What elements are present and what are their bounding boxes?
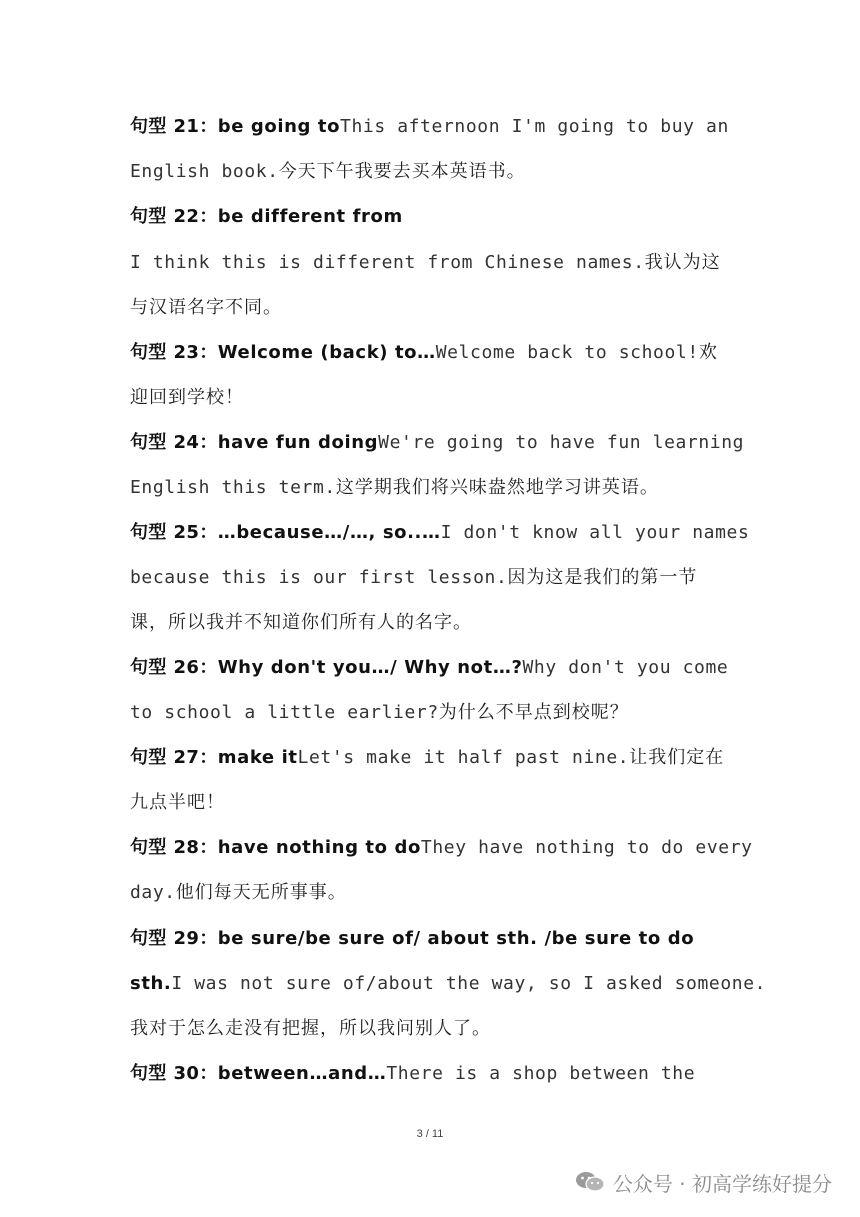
example-sentence: This afternoon I'm going to buy an: [340, 116, 729, 137]
pattern-29-line-1: [130, 926, 730, 952]
pattern-30-line-1: [130, 1061, 730, 1087]
chinese-translation: 课，所以我并不知道你们所有人的名字。: [130, 612, 472, 633]
pattern-26-line-1: [130, 655, 730, 681]
pattern-keyword: sth.: [130, 973, 172, 994]
chinese-translation: 因为这是我们的第一节: [507, 567, 698, 588]
pattern-keyword: be sure/be sure of/ about sth. /be sure to do: [217, 928, 695, 949]
example-sentence: English book.: [130, 161, 279, 182]
pattern-25-line-3: [130, 610, 730, 636]
pattern-26-line-2: [130, 700, 730, 726]
pattern-23-line-1: [130, 340, 730, 366]
example-sentence: There is a shop between the: [386, 1063, 696, 1084]
example-sentence: They have nothing to do every: [420, 837, 753, 858]
pattern-keyword: between…and…: [217, 1063, 387, 1084]
pattern-24-line-2: [130, 475, 730, 501]
chinese-translation: 我对于怎么走没有把握，所以我问别人了。: [130, 1018, 491, 1039]
pattern-29-line-3: [130, 1016, 730, 1042]
example-sentence: I think this is different from Chinese names.: [130, 252, 645, 273]
example-sentence: I was not sure of/about the way, so I asked someone.: [171, 973, 767, 994]
pattern-label: 句型 30：: [130, 1063, 218, 1084]
pattern-22-line-3: [130, 295, 730, 321]
example-sentence: Why don't you come: [522, 657, 729, 678]
pattern-label: 句型 28：: [130, 837, 218, 858]
pattern-25-line-1: [130, 520, 750, 546]
pattern-25-line-2: [130, 565, 730, 591]
example-sentence: day.: [130, 882, 176, 903]
pattern-28-line-2: [130, 880, 730, 906]
pattern-label: 句型 25：: [130, 522, 218, 543]
pattern-24-line-1: [130, 430, 745, 456]
pattern-27-line-2: [130, 790, 730, 816]
chinese-translation: 让我们定在: [629, 747, 725, 768]
chinese-translation: 迎回到学校！: [130, 387, 244, 408]
pattern-label: 句型 22：: [130, 206, 218, 227]
example-sentence: We're going to have fun learning: [378, 432, 745, 453]
example-sentence: to school a little earlier?: [130, 702, 439, 723]
chinese-translation: 为什么不早点到校呢？: [438, 702, 629, 723]
wechat-icon: [575, 1170, 605, 1194]
pattern-keyword: be going to: [217, 116, 341, 137]
pattern-label: 句型 27：: [130, 747, 218, 768]
pattern-keyword: have fun doing: [217, 432, 379, 453]
pattern-keyword: be different from: [217, 206, 403, 227]
example-sentence: because this is our first lesson.: [130, 567, 508, 588]
pattern-keyword: …because…/…, so..…: [217, 522, 441, 543]
example-sentence: English this term.: [130, 477, 336, 498]
pattern-27-line-1: [130, 745, 730, 771]
pattern-keyword: Welcome (back) to…: [217, 342, 436, 363]
pattern-22-line-1: [130, 204, 730, 230]
example-sentence: Welcome back to school!: [435, 342, 699, 363]
example-sentence: Let's make it half past nine.: [297, 747, 630, 768]
chinese-translation: 与汉语名字不同。: [130, 297, 282, 318]
chinese-translation: 九点半吧！: [130, 792, 225, 813]
pattern-label: 句型 26：: [130, 657, 218, 678]
pattern-21-line-1: [130, 114, 730, 140]
chinese-translation: 他们每天无所事事。: [175, 882, 347, 903]
chinese-translation: 这学期我们将兴味盎然地学习讲英语。: [335, 477, 659, 498]
pattern-keyword: make it: [217, 747, 298, 768]
chinese-translation: 今天下午我要去买本英语书。: [278, 161, 526, 182]
pattern-21-line-2: [130, 159, 730, 185]
pattern-keyword: have nothing to do: [217, 837, 421, 858]
pattern-label: 句型 29：: [130, 928, 218, 949]
pattern-label: 句型 23：: [130, 342, 218, 363]
page-number: 3 / 11: [416, 1128, 444, 1140]
example-sentence: I don't know all your names: [440, 522, 750, 543]
pattern-23-line-2: [130, 385, 730, 411]
pattern-22-line-2: [130, 250, 730, 276]
pattern-label: 句型 24：: [130, 432, 218, 453]
chinese-translation: 欢: [698, 342, 718, 363]
watermark-text: 公众号 · 初高学练好提分: [612, 1171, 832, 1196]
pattern-keyword: Why don't you…/ Why not…?: [217, 657, 523, 678]
pattern-29-line-2: [130, 971, 767, 997]
pattern-28-line-1: [130, 835, 753, 861]
pattern-label: 句型 21：: [130, 116, 218, 137]
watermark: [575, 1166, 832, 1198]
chinese-translation: 我认为这: [644, 252, 721, 273]
